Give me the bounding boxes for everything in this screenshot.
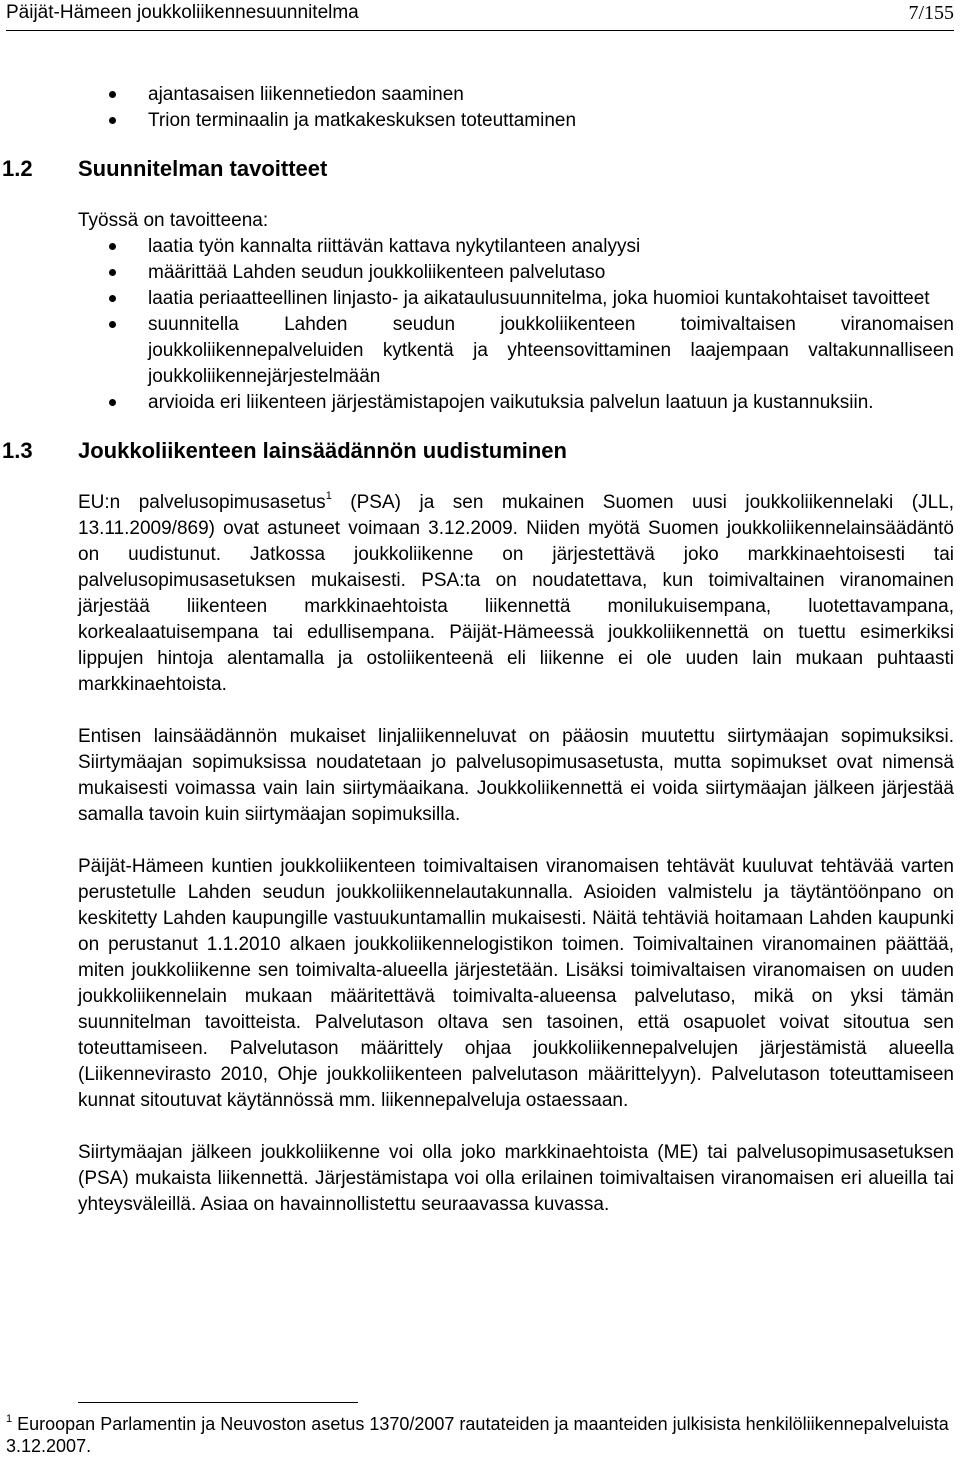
bullet-icon [109, 243, 116, 250]
top-bullet-list [78, 82, 954, 134]
bullet-icon [109, 91, 116, 98]
footnote: $^1$ Euroopan Parlamentin ja Neuvoston asetus 1370/2007 rautateiden ja maanteiden julkisista henkilöliikennepalveluista 3.12.2007. [6, 1413, 949, 1456]
paragraph: EU:n palvelusopimusasetus$^1$ (PSA) ja sen mukainen Suomen uusi joukkoliikennelaki (JLL, 13.11.2009/869) ovat astuneet voimaan 3.12.2009. Niiden myötä Suomen joukkoliikennelainsäädäntö on uudistunut. Jatkossa joukkoliikenne on järjestettävä joko markkinaehtoisesti tai palvelusopimusasetuksen mukaisesti. PSA:ta on noudatettava, kun toimivaltainen viranomainen järjestää liikenteen markkinaehtoista liikennettä monilukuisempana, luotettavampana, korkealaatuisempana tai edullisempana. Päijät-Hämeessä joukkoliikennettä on tuettu esimerkiksi lippujen hintoja alentamalla ja ostoliikenteenä eli liikenne ei ole uuden lain mukaan puhtaasti markkinaehtoista. [78, 490, 954, 695]
footnote-ref: 1 [325, 490, 332, 502]
bullet-icon [109, 321, 116, 328]
section-title: Joukkoliikenteen lainsäädännön uudistuminen [78, 438, 567, 463]
list-item: ajantasaisen liikennetiedon saaminen [78, 82, 954, 108]
page-content [2, 82, 954, 1244]
paragraph: Entisen lainsäädännön mukaiset linjaliikenneluvat on pääosin muutettu siirtymäajan sopimuksiksi. Siirtymäajan sopimuksissa noudatetaan jo palvelusopimusasetusta, mutta sopimukset ovat nimensä mukaisesti voimassa vain lain siirtymäaikana. Joukkoliikennettä ei voida siirtymäajan jälkeen järjestää samalla tavoin kuin siirtymäajan sopimuksilla. [78, 726, 954, 825]
section-number: 1.3 [2, 438, 33, 463]
section-heading-1-3 [2, 438, 954, 464]
section-number: 1.2 [2, 156, 33, 181]
section-intro: Työssä on tavoitteena: [78, 210, 269, 231]
bullet-icon [109, 399, 116, 406]
paragraph: Siirtymäajan jälkeen joukkoliikenne voi olla joko markkinaehtoista (ME) tai palvelusopimusasetuksen (PSA) mukaista liikennettä. Järjestämistapa voi olla erilainen toimivaltaisen viranomaisen eri alueilla tai yhteysväleillä. Asiaa on havainnollistettu seuraavassa kuvassa. [78, 1142, 954, 1215]
page-header [6, 0, 954, 31]
bullet-icon [109, 117, 116, 124]
bullet-icon [109, 269, 116, 276]
document-title: Päijät-Hämeen joukkoliikennesuunnitelma [6, 2, 359, 23]
list-item: laatia työn kannalta riittävän kattava nykytilanteen analyysi [78, 234, 954, 260]
bullet-icon [109, 295, 116, 302]
footnote-number: 1 [6, 1413, 13, 1425]
paragraph: Päijät-Hämeen kuntien joukkoliikenteen toimivaltaisen viranomaisen tehtävät kuuluvat tehtävää varten perustetulle Lahden seudun joukkoliikennelautakunnalla. Asioiden valmistelu ja täytäntöönpano on keskitetty Lahden kaupungille vastuukuntamallin mukaisesti. Näitä tehtäviä hoitamaan Lahden kaupunki on perustanut 1.1.2010 alkaen joukkoliikennelogistikon toimen. Toimivaltainen viranomainen päättää, miten joukkoliikenne sen toimivalta-alueella järjestetään. Lisäksi toimivaltaisen viranomaisen on uuden joukkoliikennelain mukaan määritettävä toimivalta-alueensa palvelutaso, mikä on yksi tämän suunnitelman tavoitteista. Palvelutason oltava sen tasoinen, että osapuolet voivat sitoutua sen toteuttamiseen. Palvelutason määrittely ohjaa joukkoliikennepalvelujen järjestämistä alueella (Liikennevirasto 2010, Ohje joukkoliikenteen palvelutason määrittelyyn). Palvelutason toteuttamiseen kunnat sitoutuvat käytännössä mm. liikennepalveluja ostaessaan. [78, 856, 954, 1111]
section-title: Suunnitelman tavoitteet [78, 156, 328, 181]
footnote-divider [78, 1402, 358, 1403]
page-number: 7/155 [908, 2, 954, 24]
section-heading-1-2 [2, 156, 954, 182]
list-item: Trion terminaalin ja matkakeskuksen toteuttaminen [78, 108, 954, 134]
list-item: määrittää Lahden seudun joukkoliikenteen palvelutaso [78, 260, 954, 286]
goals-bullet-list [78, 234, 954, 416]
list-item: suunnitella Lahden seudun joukkoliikenteen toimivaltaisen viranomaisen joukkoliikennepalveluiden kytkentä ja yhteensovittaminen laajempaan valtakunnalliseen joukkoliikennejärjestelmään [78, 312, 954, 390]
list-item: laatia periaatteellinen linjasto- ja aikataulusuunnitelma, joka huomioi kuntakohtaiset tavoitteet [78, 286, 954, 312]
list-item: arvioida eri liikenteen järjestämistapojen vaikutuksia palvelun laatuun ja kustannuksiin. [78, 390, 954, 416]
